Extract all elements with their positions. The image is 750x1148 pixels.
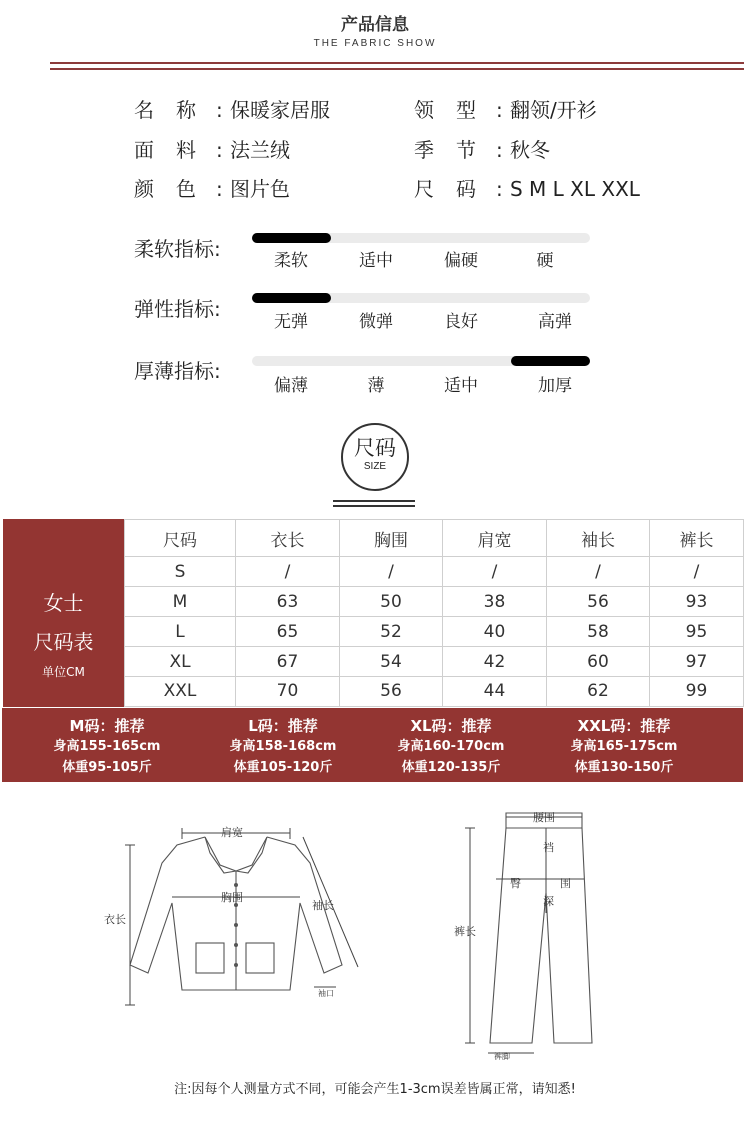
softness-level: 柔软 xyxy=(274,251,308,271)
rise-depth-label: 深 xyxy=(543,895,554,908)
table-cell: 93 xyxy=(650,587,744,617)
hem-label: 裤脚 xyxy=(494,1052,510,1061)
thickness-level: 偏薄 xyxy=(274,376,308,396)
table-header-row xyxy=(125,520,744,557)
divider xyxy=(333,505,415,507)
thickness-level: 加厚 xyxy=(538,376,572,396)
elasticity-marker xyxy=(252,293,331,303)
info-name: 名称: 保暖家居服 xyxy=(134,98,330,122)
pants-length-label: 裤长 xyxy=(454,925,476,938)
table-cell: 60 xyxy=(547,647,650,677)
table-cell: 50 xyxy=(340,587,443,617)
thickness-level: 薄 xyxy=(367,376,385,396)
measurement-note: 注:因每个人测量方式不同，可能会产生1-3cm误差皆属正常，请知悉! xyxy=(174,1082,576,1097)
table-row xyxy=(125,587,744,617)
recommend-m: M码：推荐 身高155-165cm 体重95-105斤 xyxy=(53,717,161,775)
table-cell: M xyxy=(125,587,236,617)
divider xyxy=(50,62,744,64)
table-header: 胸围 xyxy=(340,520,443,557)
size-table-side xyxy=(3,519,124,707)
table-header: 肩宽 xyxy=(443,520,547,557)
divider xyxy=(50,68,744,70)
size-badge-subtitle: SIZE xyxy=(363,461,387,472)
crotch-label: 裆 xyxy=(543,841,554,854)
elasticity-level: 无弹 xyxy=(274,312,308,332)
side-unit: 单位CM xyxy=(42,665,85,679)
table-cell: 65 xyxy=(236,617,340,647)
table-cell: 99 xyxy=(650,676,744,706)
table-cell: 56 xyxy=(547,587,650,617)
softness-level: 偏硬 xyxy=(444,251,478,271)
recommend-l: L码：推荐 身高158-168cm 体重105-120斤 xyxy=(229,717,337,775)
table-cell: XL xyxy=(125,647,236,677)
table-cell: 56 xyxy=(340,676,443,706)
table-row xyxy=(125,676,744,706)
side-subtitle: 尺码表 xyxy=(33,630,94,654)
table-header: 袖长 xyxy=(547,520,650,557)
table-cell: 97 xyxy=(650,647,744,677)
elasticity-level: 微弹 xyxy=(359,312,393,332)
table-row xyxy=(125,617,744,647)
info-size: 尺码: S M L XL XXL xyxy=(414,177,640,201)
pants-measure-diagram xyxy=(450,803,610,1065)
size-badge xyxy=(341,423,409,491)
softness-level: 硬 xyxy=(536,251,554,271)
info-season: 季节: 秋冬 xyxy=(414,138,550,162)
divider xyxy=(333,500,415,502)
section-subtitle: THE FABRIC SHOW xyxy=(313,38,437,49)
table-cell: 52 xyxy=(340,617,443,647)
table-cell: / xyxy=(236,557,340,587)
table-cell: / xyxy=(547,557,650,587)
softness-level: 适中 xyxy=(359,251,393,271)
table-header: 尺码 xyxy=(125,520,236,557)
thickness-marker xyxy=(511,356,590,366)
softness-marker xyxy=(252,233,331,243)
hip-label-a: 臀 xyxy=(510,877,521,890)
top-measure-diagram xyxy=(100,815,370,1015)
table-cell: 38 xyxy=(443,587,547,617)
size-table xyxy=(124,519,744,707)
table-header: 裤长 xyxy=(650,520,744,557)
elasticity-level: 良好 xyxy=(444,312,478,332)
table-cell: 44 xyxy=(443,676,547,706)
side-title: 女士 xyxy=(43,591,84,615)
table-cell: / xyxy=(650,557,744,587)
table-cell: / xyxy=(340,557,443,587)
table-cell: XXL xyxy=(125,676,236,706)
table-cell: 70 xyxy=(236,676,340,706)
section-title: 产品信息 xyxy=(341,15,409,35)
table-row xyxy=(125,647,744,677)
recommend-xl: XL码：推荐 身高160-170cm 体重120-135斤 xyxy=(397,717,505,775)
table-cell: 95 xyxy=(650,617,744,647)
waist-label: 腰围 xyxy=(533,811,555,824)
info-fabric: 面料: 法兰绒 xyxy=(134,138,290,162)
shoulder-width-label: 肩宽 xyxy=(221,826,243,839)
hip-label-b: 围 xyxy=(560,877,571,890)
softness-label: 柔软指标: xyxy=(134,237,221,261)
table-header: 衣长 xyxy=(236,520,340,557)
table-cell: 63 xyxy=(236,587,340,617)
table-cell: L xyxy=(125,617,236,647)
cuff-label: 袖口 xyxy=(318,989,334,998)
table-cell: S xyxy=(125,557,236,587)
thickness-label: 厚薄指标: xyxy=(134,359,221,383)
top-length-label: 衣长 xyxy=(104,913,126,926)
sleeve-length-label: 袖长 xyxy=(312,899,334,912)
info-collar: 领型: 翻领/开衫 xyxy=(414,98,597,122)
size-badge-title: 尺码 xyxy=(354,436,396,460)
table-row xyxy=(125,557,744,587)
info-color: 颜色: 图片色 xyxy=(134,177,290,201)
size-recommendation xyxy=(2,708,743,782)
elasticity-label: 弹性指标: xyxy=(134,297,221,321)
table-cell: 42 xyxy=(443,647,547,677)
table-cell: 58 xyxy=(547,617,650,647)
table-cell: 40 xyxy=(443,617,547,647)
recommend-xxl: XXL码：推荐 身高165-175cm 体重130-150斤 xyxy=(570,717,678,775)
thickness-level: 适中 xyxy=(444,376,478,396)
table-cell: 54 xyxy=(340,647,443,677)
table-cell: 62 xyxy=(547,676,650,706)
table-cell: 67 xyxy=(236,647,340,677)
table-cell: / xyxy=(443,557,547,587)
chest-label: 胸围 xyxy=(221,891,243,904)
elasticity-level: 高弹 xyxy=(538,312,572,332)
